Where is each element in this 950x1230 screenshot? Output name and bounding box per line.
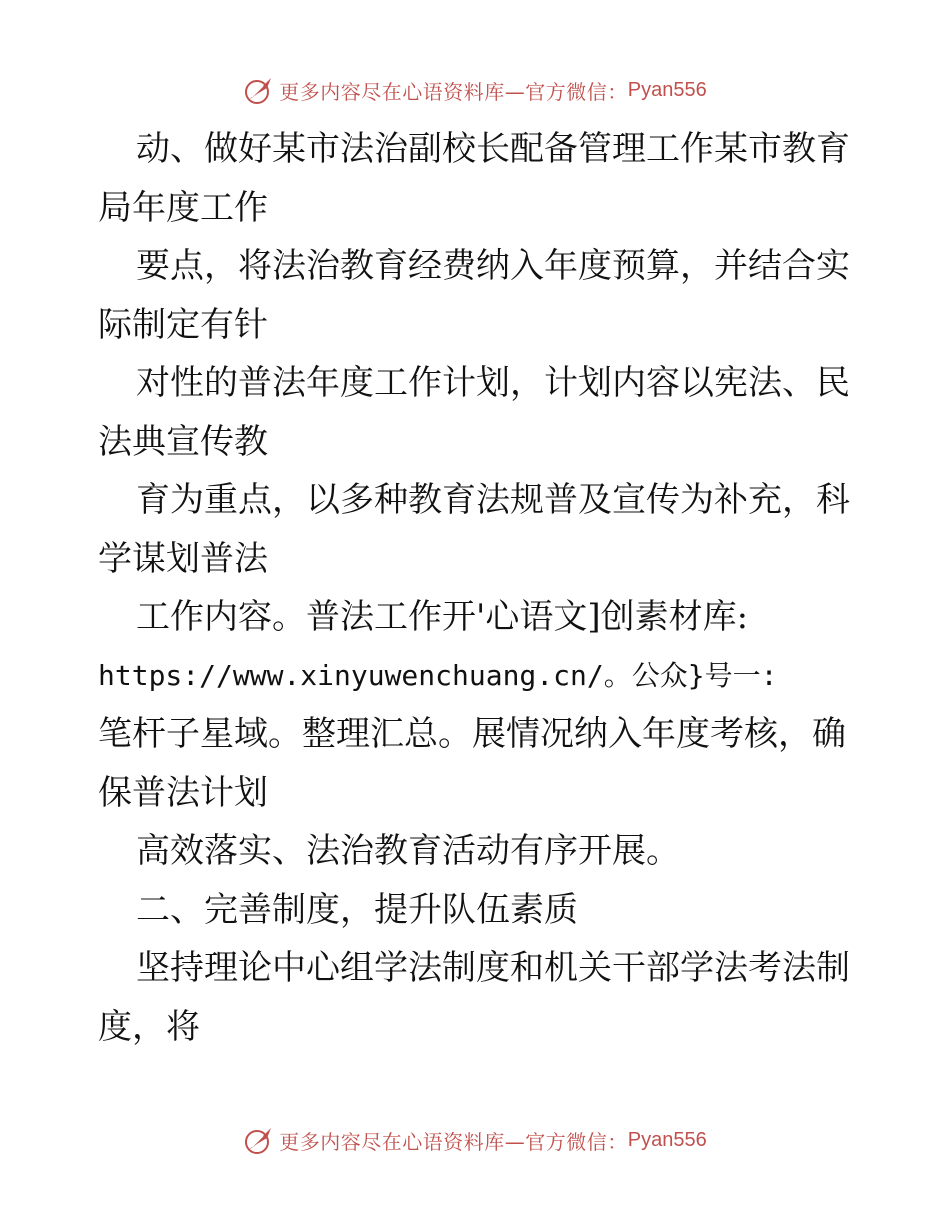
body-line: 高效落实、法治教育活动有序开展。 bbox=[136, 831, 680, 871]
document-body bbox=[98, 120, 858, 1056]
header-banner bbox=[0, 70, 950, 110]
feather-pen-logo-icon bbox=[243, 1124, 275, 1156]
feather-pen-logo-icon bbox=[243, 74, 275, 106]
footer-site-text: 更多内容尽在心语资料库—官方微信： bbox=[279, 1129, 628, 1154]
footer-banner bbox=[0, 1120, 950, 1160]
body-line-url: https://www.xinyuwenchuang.cn/。公众}号一: bbox=[98, 658, 778, 692]
section-heading: 二、完善制度，提升队伍素质 bbox=[136, 889, 578, 930]
body-line: 要点，将法治教育经费纳入年度预算，并结合实 bbox=[136, 246, 850, 286]
header-site-text: 更多内容尽在心语资料库—官方微信： bbox=[279, 79, 628, 104]
body-line: 笔杆子星域。整理汇总。展情况纳入年度考核，确 bbox=[98, 714, 846, 754]
body-line: 育为重点，以多种教育法规普及宣传为补充，科 bbox=[136, 480, 850, 520]
body-line: 局年度工作 bbox=[98, 187, 268, 228]
body-line: 际制定有针 bbox=[98, 304, 268, 345]
body-line: 对性的普法年度工作计划，计划内容以宪法、民 bbox=[136, 363, 850, 403]
body-line: 学谋划普法 bbox=[98, 538, 268, 579]
footer-wechat-handle: Pyan556 bbox=[627, 1128, 707, 1151]
body-line: 动、做好某市法治副校长配备管理工作某市教育 bbox=[136, 129, 850, 169]
body-line: 度，将 bbox=[98, 1006, 200, 1047]
body-line: 坚持理论中心组学法制度和机关干部学法考法制 bbox=[136, 948, 850, 988]
body-line: 法典宣传教 bbox=[98, 421, 268, 462]
body-line: 工作内容。普法工作开'心语文]创素材库: bbox=[136, 597, 749, 637]
body-line: 保普法计划 bbox=[98, 772, 268, 813]
header-wechat-handle: Pyan556 bbox=[627, 78, 707, 101]
